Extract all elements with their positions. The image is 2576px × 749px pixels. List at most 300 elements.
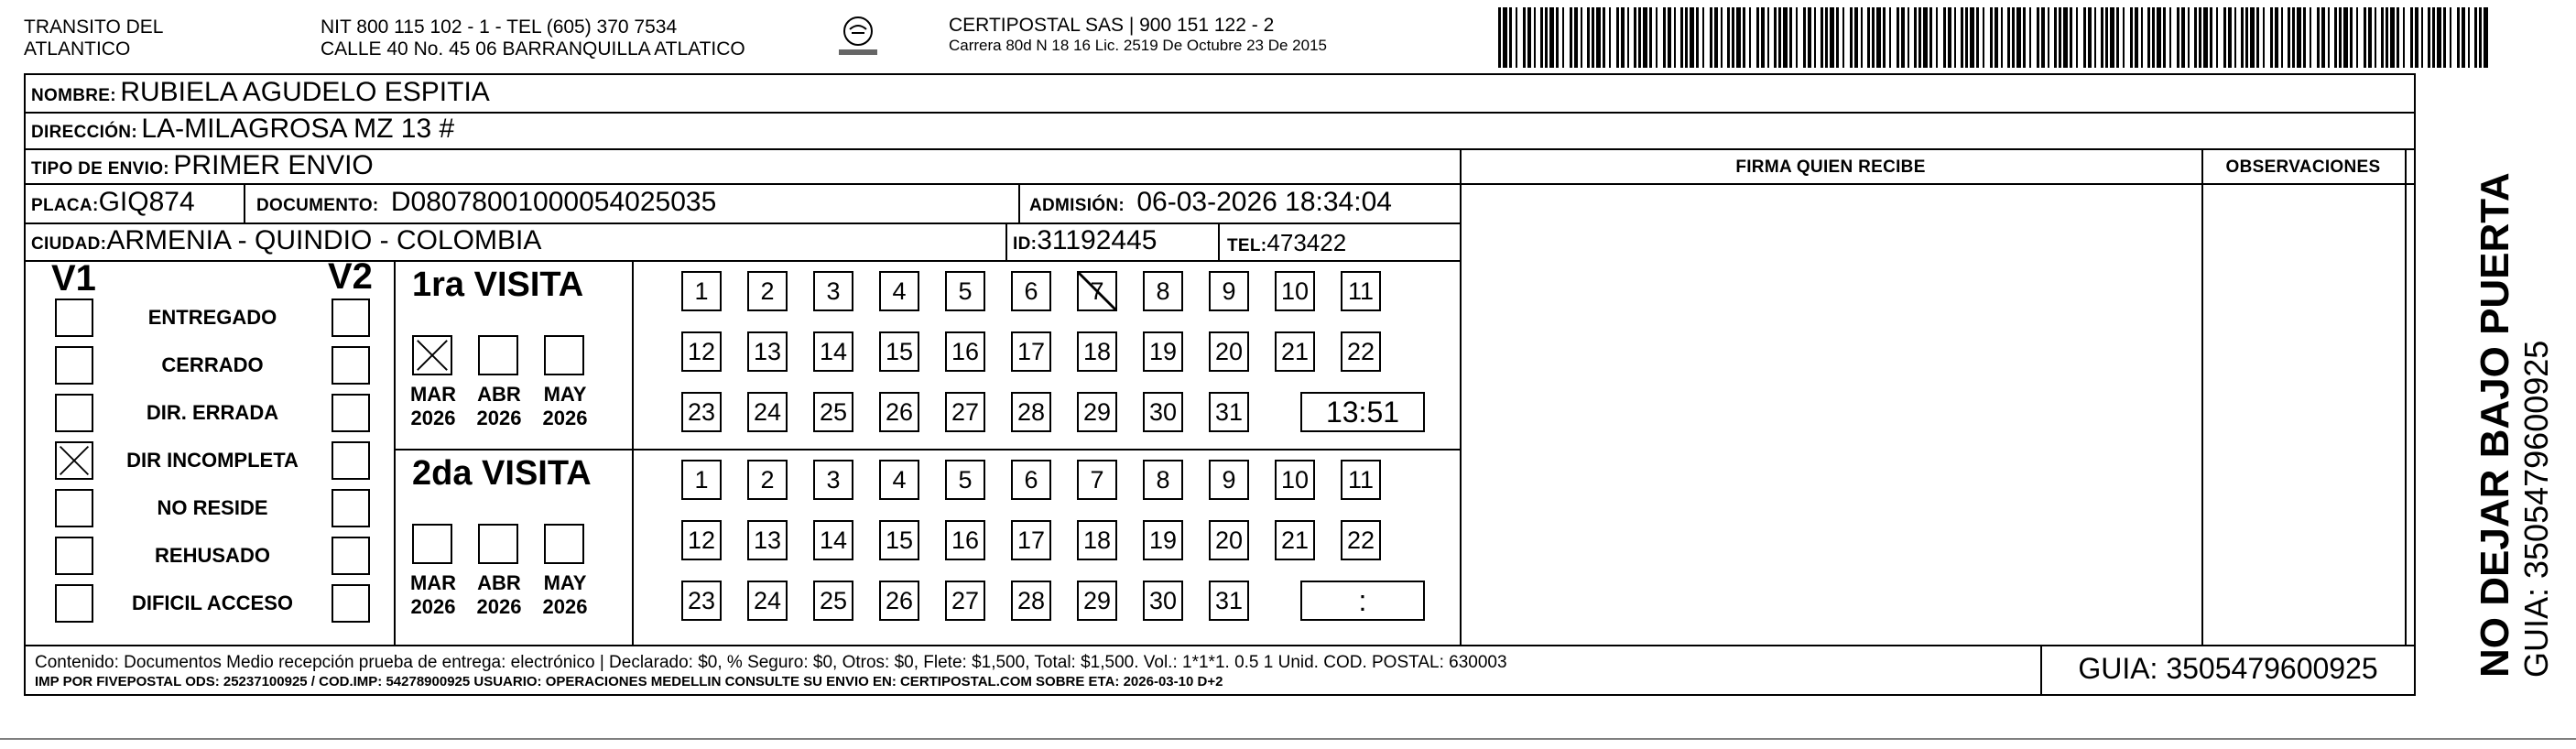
barcode-bar [2450,7,2451,68]
barcode-bar [1523,7,1526,68]
status-option-label: REHUSADO [155,544,270,567]
day-box[interactable]: 18 [1077,520,1117,560]
barcode-bar [1527,7,1531,68]
ciudad-value: ARMENIA - QUINDIO - COLOMBIA [106,225,542,255]
courier-line: CERTIPOSTAL SAS | 900 151 122 - 2 [949,15,1275,36]
tel-label: TEL: [1227,236,1267,255]
day-box[interactable]: 2 [747,460,788,500]
month-year: 2026 [476,407,522,429]
barcode-bar [2059,7,2061,68]
barcode-bar [2263,7,2265,68]
v2-checkbox[interactable] [332,489,370,527]
barcode-bar [1649,7,1652,68]
nit-line: NIT 800 115 102 - 1 - TEL (605) 370 7534 [321,16,678,38]
barcode-bar [1789,7,1792,68]
v2-checkbox[interactable] [332,584,370,623]
barcode-bar [1976,7,1979,68]
barcode-bar [2228,7,2232,68]
company-line1: TRANSITO DEL [24,16,164,38]
barcode-bar [1783,7,1788,68]
barcode-bar [1814,7,1816,68]
day-box[interactable]: 1 [681,271,722,311]
direccion-value: LA-MILAGROSA MZ 13 # [141,114,455,144]
barcode-bar [1596,7,1601,68]
barcode-bar [1668,7,1671,68]
company-contact [321,16,745,60]
day-box[interactable]: 27 [945,392,985,432]
barcode-bar [1965,7,1968,68]
barcode-bar [2199,7,2201,68]
admision-row [1029,187,1392,218]
day-box[interactable]: 28 [1011,392,1051,432]
barcode-bar [1756,7,1759,68]
ciudad-label: CIUDAD: [31,234,107,254]
month-year: 2026 [542,407,588,429]
barcode-bar [2012,7,2015,68]
barcode-bar [2432,7,2435,68]
footer-line2: IMP POR FIVEPOSTAL ODS: 25237100925 / COD.IMP: 54278900925 USUARIO: OPERACIONES MEDELLIN CONSULTE SU ENVIO EN: CERTIPOSTAL.COM SOBRE ETA: 2026-03-10 D+2 [35,674,1223,689]
barcode-bar [1534,7,1536,68]
barcode-bar [1983,7,1984,68]
barcode-bar [1954,7,1956,68]
barcode-bar [2281,7,2283,68]
status-option-label: DIR INCOMPLETA [126,449,299,472]
status-option-label: DIR. ERRADA [146,401,279,424]
day-box[interactable]: 22 [1341,331,1381,372]
day-box[interactable]: 28 [1011,581,1051,621]
v1-checkbox[interactable] [55,584,93,623]
firma-header: FIRMA QUIEN RECIBE [1735,157,1926,177]
month-year: 2026 [476,595,522,618]
observaciones-header: OBSERVACIONES [2225,157,2381,177]
v1-checkbox[interactable] [55,394,93,432]
v2-checkbox[interactable] [332,299,370,337]
barcode-bar [2428,7,2430,68]
id-label: ID: [1013,234,1038,254]
barcode-bar [2203,7,2208,68]
day-box[interactable]: 14 [813,520,853,560]
barcode-bar [2375,7,2376,68]
day-box[interactable]: 16 [945,331,985,372]
day-box[interactable]: 7 [1077,460,1117,500]
nombre-row [31,77,490,108]
day-box[interactable]: 1 [681,460,722,500]
day-box[interactable]: 14 [813,331,853,372]
barcode-bar [1638,7,1641,68]
barcode-bar [2397,7,2399,68]
day-box[interactable]: 29 [1077,392,1117,432]
barcode-bar [2001,7,2003,68]
barcode-bar [2048,7,2049,68]
day-box[interactable]: 21 [1275,331,1315,372]
barcode-bar [1634,7,1636,68]
month-name: MAR [409,383,457,406]
barcode-bar [2163,7,2166,68]
month-label [533,571,597,619]
month-checkbox[interactable] [544,335,584,375]
month-checkbox[interactable] [544,524,584,564]
barcode-bar [1643,7,1647,68]
barcode-bar [2216,7,2218,68]
barcode-bar [2194,7,2197,68]
barcode-bar [1663,7,1666,68]
barcode-bar [1923,7,1928,68]
barcode-bar [2421,7,2423,68]
day-box[interactable]: 10 [1275,460,1315,500]
address-line: CALLE 40 No. 45 06 BARRANQUILLA ATLATICO [321,38,745,60]
barcode-bar [1994,7,1998,68]
courier-logo-icon [831,13,885,60]
day-box[interactable]: 2 [747,271,788,311]
month-name: MAY [543,571,587,594]
barcode-bar [1778,7,1781,68]
barcode-bar [2147,7,2150,68]
barcode-bar [1592,7,1594,68]
barcode-bar [2386,7,2388,68]
day-box[interactable]: 5 [945,460,985,500]
barcode-bar [1867,7,1870,68]
barcode-bar [2364,7,2366,68]
barcode-bar [1674,7,1676,68]
barcode-bar [1556,7,1559,68]
barcode-bar [1685,7,1688,68]
visit-title: 2da VISITA [412,454,592,493]
barcode-bar [1830,7,1834,68]
barcode-bar [2297,7,2301,68]
day-box[interactable]: 26 [879,581,919,621]
barcode-bar [1656,7,1658,68]
barcode-bar [1587,7,1590,68]
barcode-bar [1603,7,1605,68]
company-line2: ATLANTICO [24,38,131,60]
barcode-bar [1861,7,1863,68]
company-name [24,16,163,60]
barcode-bar [1545,7,1548,68]
month-label [467,383,531,430]
barcode-bar [1540,7,1543,68]
barcode-bar [1854,7,1858,68]
placa-value: GIQ874 [98,187,195,217]
barcode-bar [1509,7,1512,68]
barcode-bar [2343,7,2348,68]
barcode-bar [2130,7,2133,68]
day-box[interactable]: 25 [813,392,853,432]
day-box[interactable]: 17 [1011,331,1051,372]
day-box[interactable]: 20 [1209,520,1249,560]
barcode-bar [1627,7,1629,68]
barcode-bar [1516,7,1517,68]
barcode-bar [2288,7,2290,68]
barcode-bar [2245,7,2248,68]
admision-label: ADMISIÓN: [1029,196,1125,215]
barcode-bar [2157,7,2161,68]
day-box[interactable]: 7 [1077,271,1117,311]
barcode-bar [2474,7,2477,68]
barcode-bar [1721,7,1723,68]
barcode-bar [2350,7,2353,68]
barcode-bar [2029,7,2031,68]
license-line: Carrera 80d N 18 16 Lic. 2519 De Octubre 23 De 2015 [949,37,1327,54]
v2-checkbox[interactable] [332,394,370,432]
barcode-bar [2116,7,2119,68]
barcode-bar [1581,7,1582,68]
barcode-bar [1761,7,1765,68]
barcode-bar [1842,7,1844,68]
day-box[interactable]: 13 [747,520,788,560]
barcode-bar [2083,7,2086,68]
day-box[interactable]: 24 [747,581,788,621]
documento-label: DOCUMENTO: [256,196,379,215]
v2-checkbox[interactable] [332,441,370,480]
barcode-bar [2484,7,2488,68]
barcode-bar [1714,7,1718,68]
day-box[interactable]: 12 [681,331,722,372]
day-box[interactable]: 8 [1143,460,1183,500]
footer-line1: Contenido: Documentos Medio recepción prueba de entrega: electrónico | Declarado: $0, % Seguro: $0, Otros: $0, Flete: $1,500, Total: $1,500. Vol.: 1*1*1. 0.5 1 Unid. COD. POSTAL: 630003 [35,653,1507,672]
v1-header: V1 [51,258,96,299]
barcode-bar [2101,7,2103,68]
footer-content [35,652,2031,691]
side-line2: GUIA: 3505479600925 [2517,340,2555,678]
month-checkbox[interactable] [478,335,518,375]
barcode-bar [2390,7,2395,68]
tipo-value: PRIMER ENVIO [173,150,374,180]
day-box[interactable]: 15 [879,331,919,372]
barcode-bar [2270,7,2273,68]
barcode-bar [2468,7,2470,68]
barcode-bar [2070,7,2072,68]
month-label [533,383,597,430]
v2-header: V2 [328,256,373,297]
day-box[interactable]: 30 [1143,392,1183,432]
time-box[interactable]: : [1300,581,1425,621]
barcode-bar [2076,7,2078,68]
barcode-bar [2210,7,2212,68]
status-option-label: NO RESIDE [157,496,268,519]
v2-checkbox[interactable] [332,346,370,385]
barcode-bar [1876,7,1881,68]
v1-checkbox[interactable] [55,441,93,480]
day-box[interactable]: 8 [1143,271,1183,311]
month-checkbox[interactable] [412,335,452,375]
time-box[interactable]: 13:51 [1300,392,1425,432]
barcode-bar [2041,7,2045,68]
barcode-bar [2169,7,2171,68]
direccion-row [31,114,454,145]
day-box[interactable]: 29 [1077,581,1117,621]
barcode-bar [2339,7,2342,68]
tel-value: 473422 [1266,229,1347,256]
barcode-bar [2292,7,2295,68]
barcode-bar [1574,7,1578,68]
barcode-bar [2105,7,2108,68]
day-box[interactable]: 11 [1341,271,1381,311]
day-box[interactable]: 21 [1275,520,1315,560]
month-name: ABR [477,383,521,406]
day-box[interactable]: 19 [1143,520,1183,560]
documento-row [256,187,716,218]
barcode-bar [1914,7,1917,68]
barcode-bar [2462,7,2465,68]
barcode-bar [1562,7,1564,68]
barcode-bar [1803,7,1806,68]
month-year: 2026 [410,407,456,429]
barcode-bar [1736,7,1741,68]
barcode-bar [2141,7,2143,68]
barcode-bar [1908,7,1909,68]
side-line1: NO DEJAR BAJO PUERTA [2473,172,2517,678]
barcode-bar [1808,7,1811,68]
day-box[interactable]: 5 [945,271,985,311]
day-box[interactable]: 22 [1341,520,1381,560]
month-year: 2026 [542,595,588,618]
barcode-bar [1901,7,1905,68]
barcode-bar [2234,7,2236,68]
day-box[interactable]: 19 [1143,331,1183,372]
barcode-bar [2368,7,2372,68]
barcode-bar [1498,7,1501,68]
barcode-bar [1774,7,1777,68]
barcode-bar [2437,7,2441,68]
barcode-bar [1727,7,1730,68]
barcode-bar [1948,7,1951,68]
barcode-bar [2334,7,2337,68]
tipo-row [31,150,374,181]
barcode-bar [2321,7,2325,68]
barcode-bar [2016,7,2021,68]
barcode-bar [1621,7,1625,68]
admision-value: 06-03-2026 18:34:04 [1136,187,1392,217]
barcode-bar [2023,7,2026,68]
tipo-label: TIPO DE ENVIO: [31,159,169,179]
day-box[interactable]: 23 [681,581,722,621]
barcode-bar [2223,7,2226,68]
barcode-bar [1883,7,1886,68]
barcode-bar [1929,7,1932,68]
barcode-bar [1961,7,1963,68]
barcode-bar [2310,7,2311,68]
day-box[interactable]: 9 [1209,460,1249,500]
barcode-bar [1696,7,1699,68]
barcode-bar [1918,7,1921,68]
day-box[interactable]: 27 [945,581,985,621]
barcode-bar [1990,7,1993,68]
day-box[interactable]: 31 [1209,392,1249,432]
barcode-bar [1503,7,1507,68]
barcode-bar [2457,7,2460,68]
barcode-bar [2381,7,2384,68]
barcode-bar [1889,7,1891,68]
direccion-label: DIRECCIÓN: [31,123,137,142]
barcode-bar [1767,7,1769,68]
barcode-bar [1872,7,1875,68]
day-box[interactable]: 11 [1341,460,1381,500]
day-box[interactable]: 3 [813,271,853,311]
barcode-bar [1970,7,1974,68]
month-checkbox[interactable] [478,524,518,564]
barcode-bar [2037,7,2039,68]
day-box[interactable]: 17 [1011,520,1051,560]
day-box[interactable]: 23 [681,392,722,432]
day-box[interactable]: 12 [681,520,722,560]
day-box[interactable]: 10 [1275,271,1315,311]
month-label [467,571,531,619]
barcode-bar [2328,7,2330,68]
barcode-bar [2188,7,2190,68]
day-box[interactable]: 24 [747,392,788,432]
month-year: 2026 [410,595,456,618]
barcode-bar [2123,7,2125,68]
barcode-bar [1743,7,1745,68]
barcode-bar [2152,7,2155,68]
v1-checkbox[interactable] [55,537,93,575]
day-box[interactable]: 30 [1143,581,1183,621]
nombre-value: RUBIELA AGUDELO ESPITIA [120,77,490,107]
barcode-bar [1943,7,1946,68]
day-box[interactable]: 18 [1077,331,1117,372]
barcode-bar [1936,7,1938,68]
barcode-bar [2410,7,2413,68]
v1-checkbox[interactable] [55,489,93,527]
barcode-bar [1732,7,1734,68]
barcode-bar [1821,7,1823,68]
month-label [401,571,465,619]
barcode-bar [2094,7,2096,68]
day-box[interactable]: 9 [1209,271,1249,311]
barcode-bar [1702,7,1704,68]
v2-checkbox[interactable] [332,537,370,575]
month-label [401,383,465,430]
side-notice [2473,172,2555,678]
barcode-bar [2443,7,2446,68]
barcode-bar [1749,7,1751,68]
day-box[interactable]: 4 [879,271,919,311]
day-box[interactable]: 16 [945,520,985,560]
barcode-bar [2177,7,2179,68]
barcode-bar [2415,7,2418,68]
id-value: 31192445 [1037,225,1158,255]
day-box[interactable]: 13 [747,331,788,372]
day-box[interactable]: 4 [879,460,919,500]
v1-checkbox[interactable] [55,299,93,337]
day-box[interactable]: 15 [879,520,919,560]
day-box[interactable]: 6 [1011,271,1051,311]
barcode-bar [2054,7,2057,68]
barcode-bar [2241,7,2244,68]
barcode-bar [1616,7,1619,68]
month-name: ABR [477,571,521,594]
tel-row [1227,229,1346,257]
nombre-label: NOMBRE: [31,86,116,105]
v1-checkbox[interactable] [55,346,93,385]
barcode-bar [2063,7,2068,68]
day-box[interactable]: 25 [813,581,853,621]
day-box[interactable]: 20 [1209,331,1249,372]
day-box[interactable]: 31 [1209,581,1249,621]
day-box[interactable]: 26 [879,392,919,432]
barcode-bar [1609,7,1611,68]
barcode-bar [1897,7,1899,68]
status-option-label: CERRADO [161,353,264,376]
barcode-bar [1836,7,1839,68]
documento-value: D08078001000054025035 [390,187,717,217]
placa-row [31,187,195,218]
barcode-bar [2275,7,2278,68]
month-checkbox[interactable] [412,524,452,564]
day-box[interactable]: 3 [813,460,853,500]
day-box[interactable]: 6 [1011,460,1051,500]
barcode-bar [2479,7,2482,68]
